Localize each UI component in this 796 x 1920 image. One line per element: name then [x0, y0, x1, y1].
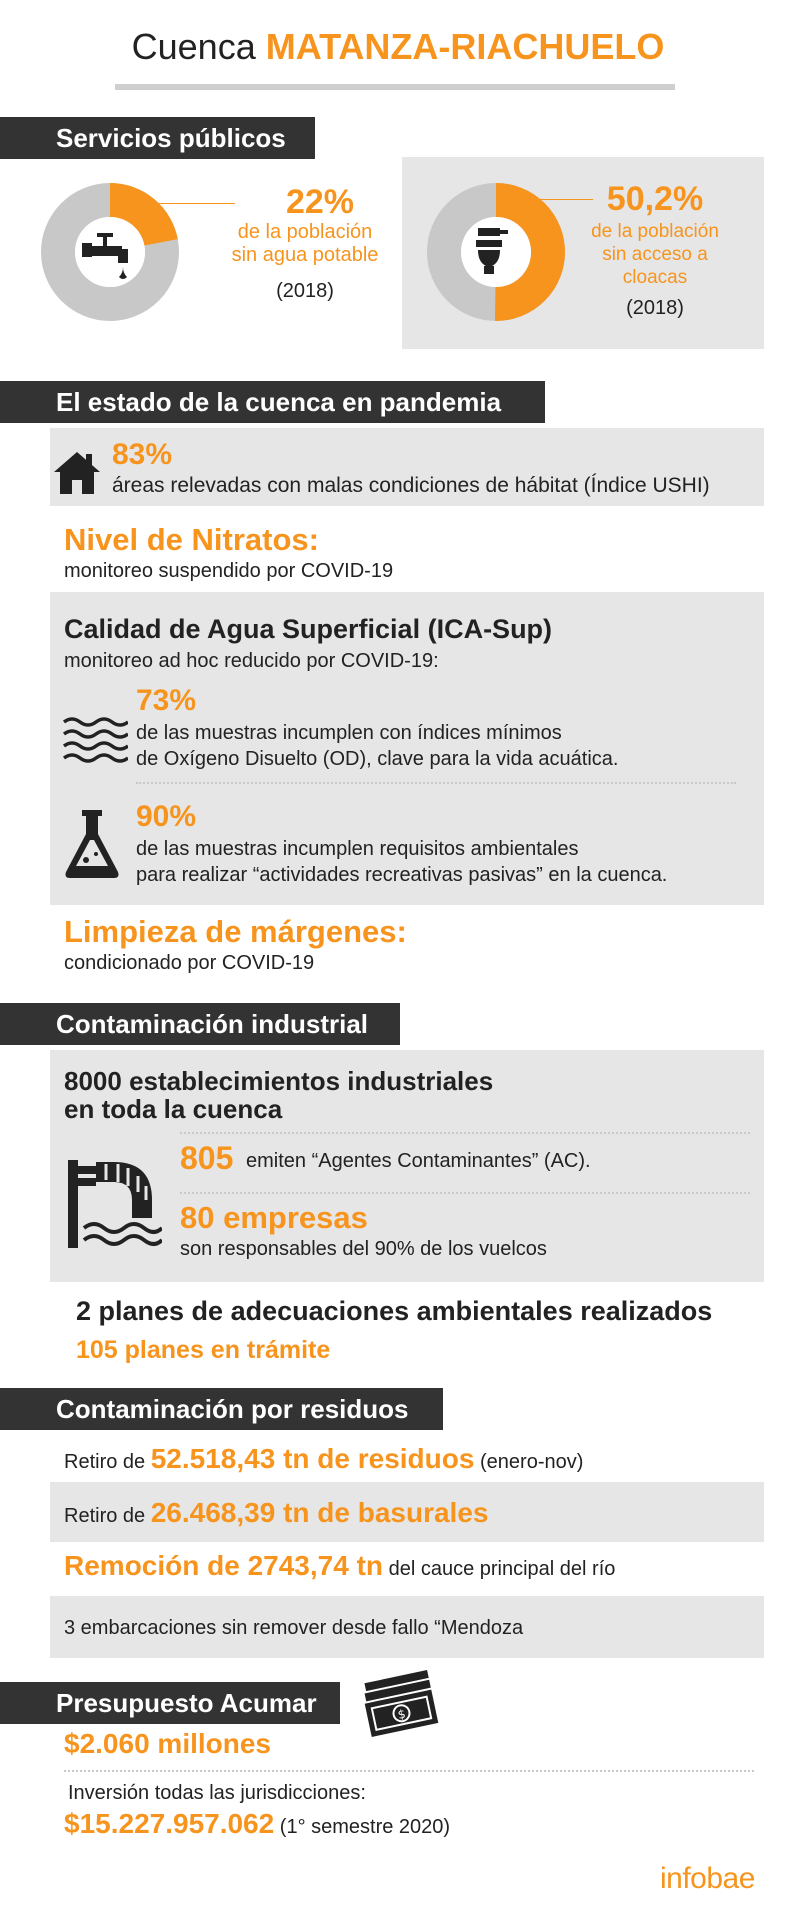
house-icon: [52, 450, 102, 496]
toilet-icon: [472, 226, 522, 278]
flask-icon: [62, 806, 122, 882]
residuos-row-2: [64, 1497, 488, 1529]
section-pandemia-header: [0, 381, 545, 423]
section-pandemia-title: El estado de la cuenca en pandemia: [56, 386, 502, 417]
donut-cloacas: [426, 182, 566, 322]
inversion-value: $15.227.957.062: [64, 1808, 275, 1839]
od-pct: 73%: [136, 684, 197, 717]
faucet-icon: [78, 227, 142, 283]
residuos-row-3: [64, 1550, 615, 1582]
empresas-num: 80 empresas: [180, 1200, 368, 1235]
section-servicios-header: [0, 117, 315, 159]
ica-title: Calidad de Agua Superficial (ICA-Sup): [64, 614, 553, 644]
brand-logo: infobae: [660, 1862, 755, 1895]
residuos-row-4: 3 embarcaciones sin remover desde fallo “Mendoza: [64, 1617, 524, 1639]
agua-line1: de la población: [237, 221, 373, 243]
title-prefix: Cuenca: [131, 26, 256, 67]
title-main: MATANZA-RIACHUELO: [265, 26, 665, 67]
ac-num: 805: [180, 1140, 234, 1176]
divider-industrial-2: [180, 1192, 750, 1194]
page-title: [0, 26, 796, 68]
inversion-label: Inversión todas las jurisdicciones:: [68, 1782, 366, 1804]
r3-val: Remoción de 2743,74 tn: [64, 1550, 384, 1581]
od-line2: de Oxígeno Disuelto (OD), clave para la vida acuática.: [136, 748, 619, 770]
section-industrial-header: [0, 1003, 400, 1045]
section-industrial-title: Contaminación industrial: [56, 1008, 369, 1039]
cloacas-line1: de la población: [591, 221, 719, 242]
limpieza-title: Limpieza de márgenes:: [64, 914, 407, 949]
ac-text: emiten “Agentes Contaminantes” (AC).: [246, 1150, 591, 1172]
planes-tramite: 105 planes en trámite: [76, 1336, 331, 1364]
ica-text: monitoreo ad hoc reducido por COVID-19:: [64, 650, 439, 672]
money-icon: [362, 1670, 442, 1742]
agua-line2: sin agua potable: [231, 244, 379, 266]
agua-year: (2018): [276, 280, 334, 302]
section-residuos-header: [0, 1388, 443, 1430]
r2-pre: Retiro de: [64, 1505, 146, 1527]
cloacas-line2: sin acceso a: [602, 244, 708, 265]
divider-presupuesto: [64, 1770, 754, 1772]
rec-pct: 90%: [136, 800, 197, 833]
nitratos-text: monitoreo suspendido por COVID-19: [64, 560, 394, 582]
r1-val: 52.518,43 tn de residuos: [150, 1443, 475, 1474]
section-residuos-title: Contaminación por residuos: [56, 1393, 409, 1424]
planes-done: 2 planes de adecuaciones ambientales realizados: [76, 1296, 713, 1326]
rec-line2: para realizar “actividades recreativas pasivas” en la cuenca.: [136, 864, 668, 886]
presupuesto-monto: $2.060 millones: [64, 1728, 272, 1759]
cloacas-year: (2018): [626, 297, 684, 319]
section-presupuesto-header: [0, 1682, 340, 1724]
industrial-head-1: 8000 establecimientos industriales: [64, 1066, 494, 1096]
inversion-row: [64, 1808, 450, 1840]
r1-pre: Retiro de: [64, 1451, 146, 1473]
r2-val: 26.468,39 tn de basurales: [150, 1497, 489, 1528]
limpieza-text: condicionado por COVID-19: [64, 952, 315, 974]
section-presupuesto-title: Presupuesto Acumar: [56, 1687, 317, 1718]
od-line1: de las muestras incumplen con índices mínimos: [136, 722, 562, 744]
waves-icon: [62, 716, 128, 770]
industrial-head-2: en toda la cuenca: [64, 1094, 283, 1124]
divider-industrial-1: [180, 1132, 750, 1134]
r3-post: del cauce principal del río: [388, 1558, 616, 1580]
inversion-period: (1° semestre 2020): [279, 1816, 451, 1838]
habitat-text: áreas relevadas con malas condiciones de hábitat (Índice USHI): [112, 474, 710, 497]
svg-text:$: $: [396, 1706, 407, 1722]
nitratos-title: Nivel de Nitratos:: [64, 522, 319, 557]
section-servicios-title: Servicios públicos: [56, 122, 286, 153]
leader-line-agua: [125, 203, 235, 204]
residuos-row-1: [64, 1443, 583, 1475]
divider-ica: [136, 782, 736, 784]
r1-post: (enero-nov): [480, 1451, 584, 1473]
title-underline: [115, 84, 675, 90]
cloacas-pct: 50,2%: [606, 180, 704, 218]
cloacas-line3: cloacas: [622, 267, 688, 288]
agua-pct: 22%: [285, 183, 355, 221]
empresas-text: son responsables del 90% de los vuelcos: [180, 1238, 547, 1260]
habitat-pct: 83%: [112, 438, 173, 471]
factory-pipe-icon: [66, 1156, 162, 1252]
rec-line1: de las muestras incumplen requisitos ambientales: [136, 838, 579, 860]
